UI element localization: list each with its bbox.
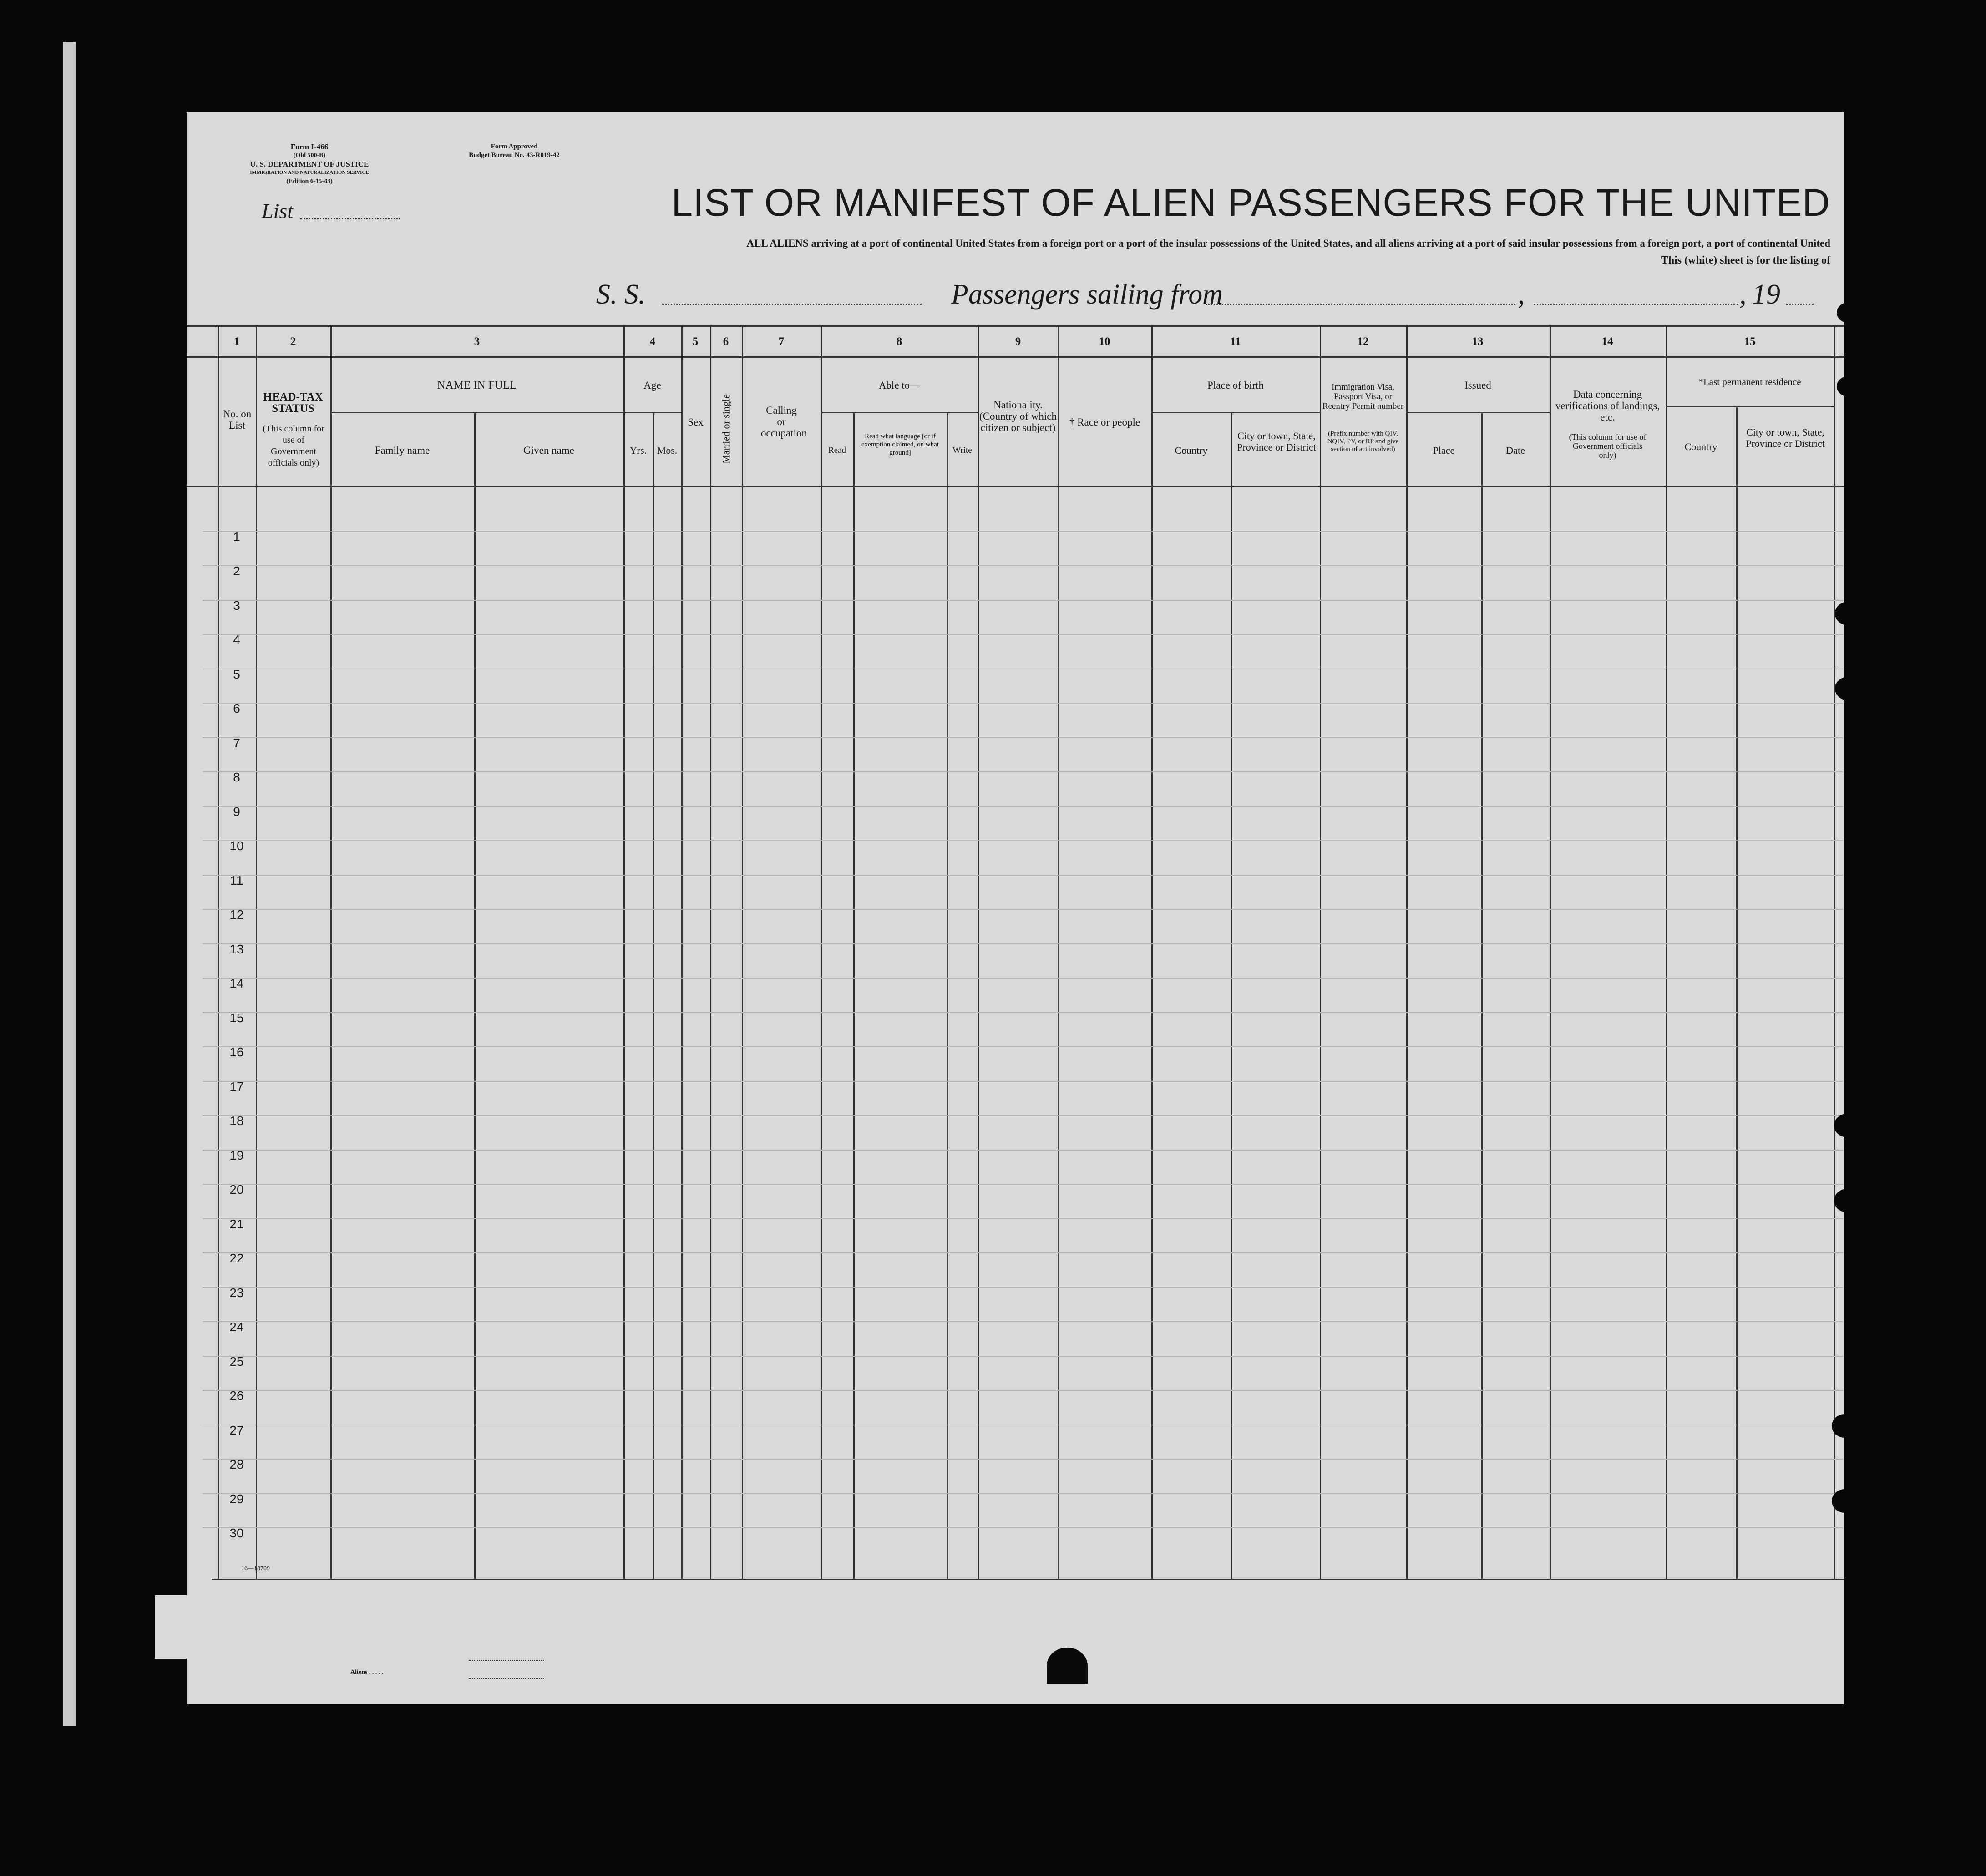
header-yrs: Yrs.: [629, 445, 647, 456]
header-birth-country: Country: [1175, 445, 1208, 456]
row-number-30: 30: [229, 1526, 244, 1540]
punch-hole: [1837, 303, 1844, 323]
row-rule-25: [203, 1356, 1843, 1357]
footer-citizens-line[interactable]: [469, 1660, 544, 1661]
row-number-21: 21: [229, 1217, 244, 1231]
header-given-name: Given name: [523, 445, 574, 456]
col-number-3: 3: [474, 335, 480, 348]
row-rule-9: [203, 806, 1843, 807]
row-rule-19: [203, 1150, 1843, 1151]
row-number-20: 20: [229, 1182, 244, 1197]
punch-hole: [1835, 602, 1844, 625]
header-bottom-rule: [187, 486, 1844, 487]
row-rule-20: [203, 1184, 1843, 1185]
colnum-rule: [187, 356, 1844, 358]
col-number-12: 12: [1357, 335, 1369, 348]
col-number-14: 14: [1601, 335, 1613, 348]
footer-aliens-line[interactable]: [469, 1678, 544, 1679]
row-number-3: 3: [233, 598, 240, 613]
row-number-7: 7: [233, 736, 240, 750]
col-number-10: 10: [1099, 335, 1110, 348]
row-number-18: 18: [229, 1114, 244, 1128]
birth-subrule: [1151, 412, 1320, 413]
punch-hole: [1834, 1114, 1844, 1137]
row-rule-23: [203, 1287, 1843, 1288]
header-married: Married or single: [720, 394, 732, 464]
year-label: 19: [1752, 279, 1780, 310]
row-rule-8: [203, 771, 1843, 772]
punch-hole: [1834, 1189, 1844, 1212]
header-age: Age: [643, 380, 661, 391]
subcol-readwhat: [853, 412, 855, 1579]
row-number-22: 22: [229, 1251, 244, 1265]
sailing-date-line[interactable]: [1534, 304, 1738, 305]
header-res-country: Country: [1684, 441, 1717, 452]
residence-subrule: [1666, 406, 1834, 407]
header-res-city: City or town, State, Province or District: [1746, 426, 1825, 449]
header-visa: Immigration Visa, Passport Visa, or Reentry Permit number: [1322, 382, 1404, 411]
page-title: LIST OR MANIFEST OF ALIEN PASSENGERS FOR THE UNITED: [671, 181, 1830, 224]
age-subrule: [623, 412, 681, 413]
row-rule-10: [203, 840, 1843, 841]
row-rule-12: [203, 909, 1843, 910]
col-number-9: 9: [1015, 335, 1021, 348]
sailing-port-line[interactable]: [1206, 304, 1515, 305]
subcol-mos: [653, 412, 654, 1579]
list-label: List: [262, 199, 294, 223]
manifest-sheet: [187, 112, 1844, 1704]
name-subrule: [330, 412, 623, 413]
form-info: [241, 142, 378, 186]
form-approval: [451, 142, 578, 160]
footer-aliens-label: Aliens . . . . .: [350, 1669, 384, 1676]
header-issued-date: Date: [1506, 445, 1525, 456]
row-number-19: 19: [229, 1148, 244, 1162]
row-number-9: 9: [233, 805, 240, 819]
row-rule-16: [203, 1046, 1843, 1047]
row-rule-21: [203, 1218, 1843, 1219]
budget-bureau: Budget Bureau No. 43-R019-42: [469, 152, 560, 159]
row-number-27: 27: [229, 1423, 244, 1437]
sheet-tear-notch: [1047, 1648, 1088, 1684]
row-number-14: 14: [229, 976, 244, 990]
subtitle-1: ALL ALIENS arriving at a port of continental United States from a foreign port or a port of the insular possessions of the United States, and all aliens arriving at a port of said insular possessions from a foreign port, a port of continental United: [746, 238, 1830, 249]
header-name-in-full: NAME IN FULL: [437, 379, 517, 391]
form-old-number: (Old 500-B): [293, 152, 326, 159]
row-rule-13: [203, 943, 1843, 944]
col-number-11: 11: [1230, 335, 1241, 348]
col-number-7: 7: [778, 335, 785, 348]
col-number-13: 13: [1472, 335, 1484, 348]
header-place-of-birth: Place of birth: [1207, 380, 1264, 391]
header-issued: Issued: [1464, 380, 1491, 391]
header-able-to: Able to—: [878, 380, 921, 391]
row-rule-30: [203, 1527, 1843, 1528]
row-number-25: 25: [229, 1354, 244, 1369]
able-subrule: [821, 412, 978, 413]
row-rule-3: [203, 600, 1843, 601]
table-bottom-rule: [212, 1579, 1844, 1580]
row-number-12: 12: [229, 908, 244, 922]
row-number-5: 5: [233, 667, 240, 681]
row-rule-17: [203, 1081, 1843, 1082]
col-number-8: 8: [896, 335, 902, 348]
header-issued-place: Place: [1433, 445, 1455, 456]
year-line[interactable]: [1786, 304, 1814, 305]
header-last-residence: *Last permanent residence: [1698, 376, 1801, 387]
row-rule-1: [203, 531, 1843, 532]
header-visa-note: (Prefix number with QIV, NQIV, PV, or RP and give section of act involved): [1327, 430, 1399, 453]
form-number: Form I-466: [290, 142, 329, 151]
punch-hole: [1837, 376, 1844, 396]
punch-hole: [1835, 677, 1844, 700]
col-number-6: 6: [723, 335, 729, 348]
subtitle-2: This (white) sheet is for the listing of: [1661, 254, 1830, 266]
row-number-29: 29: [229, 1492, 244, 1506]
col-number-1: 1: [233, 335, 240, 348]
table-top-rule: [187, 325, 1844, 327]
subcol-given: [474, 412, 476, 1579]
issued-subrule: [1406, 412, 1550, 413]
row-rule-14: [203, 978, 1843, 979]
row-number-26: 26: [229, 1389, 244, 1403]
form-department: U. S. DEPARTMENT OF JUSTICE: [250, 160, 369, 168]
col-number-15: 15: [1744, 335, 1756, 348]
header-data-note: (This column for use of Government officials only): [1569, 432, 1647, 460]
subcol-write: [947, 412, 948, 1579]
row-rule-18: [203, 1115, 1843, 1116]
row-number-17: 17: [229, 1080, 244, 1094]
row-rule-22: [203, 1252, 1843, 1253]
header-head-tax-note: (This column for use of Government officials only): [263, 424, 324, 468]
ss-name-line[interactable]: [662, 304, 922, 305]
row-number-13: 13: [229, 942, 244, 956]
header-read-what: Read what language [or if exemption claimed, on what ground]: [861, 433, 939, 456]
row-rule-6: [203, 703, 1843, 704]
header-birth-city: City or town, State, Province or District: [1237, 430, 1316, 453]
header-write: Write: [952, 446, 972, 455]
comma-2: ,: [1739, 279, 1747, 310]
row-number-10: 10: [229, 839, 244, 853]
row-number-1: 1: [233, 530, 240, 544]
col-number-2: 2: [290, 335, 296, 348]
comma-1: ,: [1518, 279, 1525, 310]
film-edge-strip: [63, 42, 76, 1726]
subcol-date: [1481, 412, 1483, 1579]
header-data-concerning: Data concerning verifications of landings, etc.: [1555, 389, 1660, 423]
row-number-11: 11: [230, 873, 243, 887]
row-rule-2: [203, 565, 1843, 566]
col-number-5: 5: [692, 335, 699, 348]
row-rule-7: [203, 737, 1843, 738]
row-number-23: 23: [229, 1286, 244, 1300]
subcol-city: [1231, 412, 1232, 1579]
sheet-bottom-edge: [155, 1595, 1657, 1659]
sailing-label: Passengers sailing from: [951, 279, 1223, 310]
print-code: 16—18709: [241, 1565, 270, 1572]
row-number-24: 24: [229, 1320, 244, 1334]
list-line: [300, 218, 400, 219]
header-mos: Mos.: [657, 445, 678, 456]
row-number-8: 8: [233, 770, 240, 784]
header-read: Read: [828, 446, 846, 455]
header-no-on-list: No. on List: [223, 408, 252, 431]
header-race: † Race or people: [1069, 416, 1140, 428]
form-service: IMMIGRATION AND NATURALIZATION SERVICE: [250, 170, 369, 175]
form-approved: Form Approved: [491, 143, 538, 150]
row-number-15: 15: [229, 1011, 244, 1025]
row-number-2: 2: [233, 564, 240, 578]
row-rule-24: [203, 1321, 1843, 1322]
subcol-city-2: [1736, 406, 1738, 1579]
header-family-name: Family name: [375, 445, 430, 456]
header-nationality: Nationality. (Country of which citizen or subject): [979, 399, 1057, 433]
row-rule-28: [203, 1459, 1843, 1460]
row-number-6: 6: [233, 701, 240, 715]
row-number-16: 16: [229, 1045, 244, 1059]
footer-aliens-text: Aliens: [350, 1669, 368, 1676]
row-rule-15: [203, 1012, 1843, 1013]
col-number-4: 4: [649, 335, 656, 348]
list-field[interactable]: [262, 199, 403, 223]
header-sex: Sex: [688, 416, 704, 428]
ss-label: S. S.: [596, 279, 646, 310]
row-number-4: 4: [233, 633, 240, 647]
row-rule-29: [203, 1493, 1843, 1494]
header-calling: Calling or occupation: [761, 405, 807, 439]
row-rule-26: [203, 1390, 1843, 1391]
header-head-tax: HEAD-TAX STATUS: [263, 391, 323, 415]
form-edition: (Edition 6-15-43): [286, 178, 333, 185]
row-rule-11: [203, 875, 1843, 876]
row-number-28: 28: [229, 1457, 244, 1471]
row-rule-4: [203, 634, 1843, 635]
